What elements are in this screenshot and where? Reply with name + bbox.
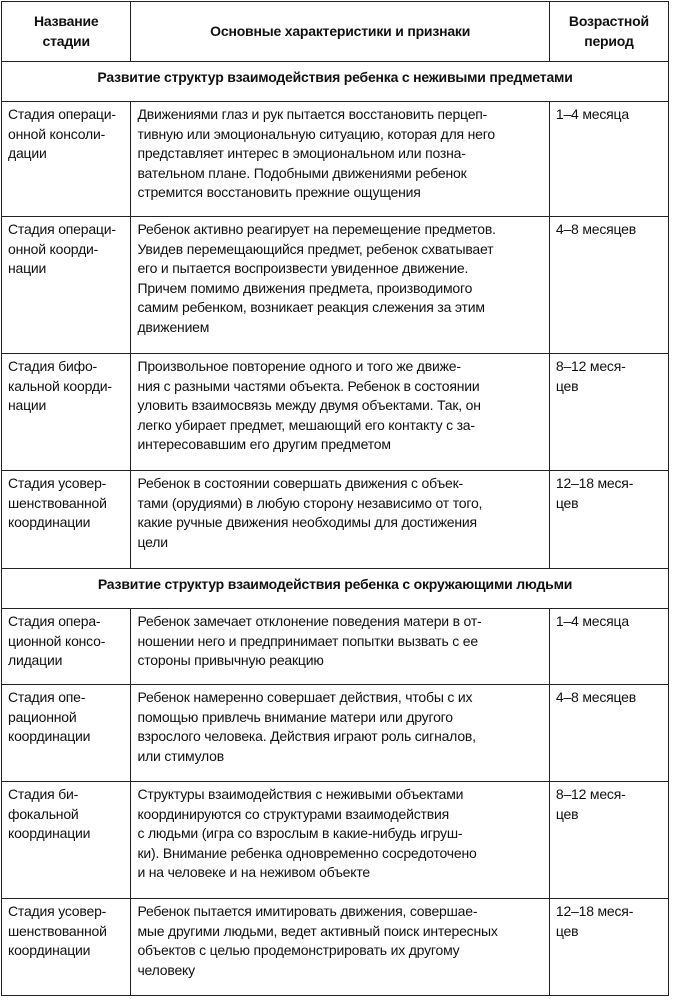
stage-name-cell: Стадия би- фокальной координации (2, 782, 131, 899)
header-stage-name: Название стадии (2, 2, 131, 62)
section-heading-row (2, 569, 669, 609)
characteristics-cell: Ребенок замечает отклонение поведения матери в от- ношении него и предпринимает попытки вызвать с ее стороны привычную реакцию (131, 609, 549, 685)
section-title: Развитие структур взаимодействия ребенка с окружающими людьми (2, 569, 669, 609)
header-characteristics: Основные характеристики и признаки (131, 2, 549, 62)
header-age-period: Возрастной период (549, 2, 668, 62)
stage-name-cell: Стадия операци- онной консоли- дации (2, 102, 131, 217)
characteristics-cell: Ребенок в состоянии совершать движения с объек- тами (орудиями) в любую сторону независимо от того, какие ручные движения необходимы для достижения цели (131, 471, 549, 569)
stage-name-cell: Стадия усовер- шенствованной координации (2, 899, 131, 996)
table-row (2, 685, 669, 782)
stage-name-cell: Стадия операци- онной коорди- нации (2, 217, 131, 354)
characteristics-cell: Ребенок пытается имитировать движения, совершае- мые другими людьми, ведет активный поиск интересных объектов с целью продемонстрировать их другому человеку (131, 899, 549, 996)
age-period-cell: 1–4 месяца (549, 609, 668, 685)
age-period-cell: 8–12 меся- цев (549, 354, 668, 471)
section-title: Развитие структур взаимодействия ребенка с неживыми предметами (2, 62, 669, 102)
table-row (2, 354, 669, 471)
table-row (2, 782, 669, 899)
section-heading-row (2, 62, 669, 102)
table-row (2, 899, 669, 996)
table-header-row (2, 2, 669, 62)
age-period-cell: 4–8 месяцев (549, 685, 668, 782)
table-row (2, 609, 669, 685)
stages-table (1, 1, 669, 996)
characteristics-cell: Ребенок активно реагирует на перемещение предметов. Увидев перемещающийся предмет, ребенок схватывает его и пытается воспроизвести увиденное движение. Причем помимо движения предмета, производимого самим ребенком, возникает реакция слежения за этим движением (131, 217, 549, 354)
stage-name-cell: Стадия опе- рационной координации (2, 685, 131, 782)
stage-name-cell: Стадия бифо- кальной коорди- нации (2, 354, 131, 471)
characteristics-cell: Движениями глаз и рук пытается восстановить перцеп- тивную или эмоциональную ситуацию, которая для него представляет интерес в эмоциональном или позна- вательном плане. Подобными движениями ребенок стремится восстановить прежние ощущения (131, 102, 549, 217)
table-row (2, 217, 669, 354)
stage-name-cell: Стадия опера- ционной консо- лидации (2, 609, 131, 685)
table-row (2, 471, 669, 569)
characteristics-cell: Произвольное повторение одного и того же движе- ния с разными частями объекта. Ребенок в состоянии уловить взаимосвязь между двумя объектами. Так, он легко убирает предмет, мешающий его контакту с за- интересовавшим его другим предметом (131, 354, 549, 471)
table-row (2, 102, 669, 217)
characteristics-cell: Структуры взаимодействия с неживыми объектами координируются со структурами взаимодействия с людьми (игра со взрослым в какие-нибудь игруш- ки). Внимание ребенка одновременно сосредоточено и на человеке и на неживом объекте (131, 782, 549, 899)
characteristics-cell: Ребенок намеренно совершает действия, чтобы с их помощью привлечь внимание матери или другого взрослого человека. Действия играют роль сигналов, или стимулов (131, 685, 549, 782)
age-period-cell: 4–8 месяцев (549, 217, 668, 354)
age-period-cell: 1–4 месяца (549, 102, 668, 217)
stage-name-cell: Стадия усовер- шенствованной координации (2, 471, 131, 569)
age-period-cell: 12–18 меся- цев (549, 899, 668, 996)
age-period-cell: 8–12 меся- цев (549, 782, 668, 899)
age-period-cell: 12–18 меся- цев (549, 471, 668, 569)
